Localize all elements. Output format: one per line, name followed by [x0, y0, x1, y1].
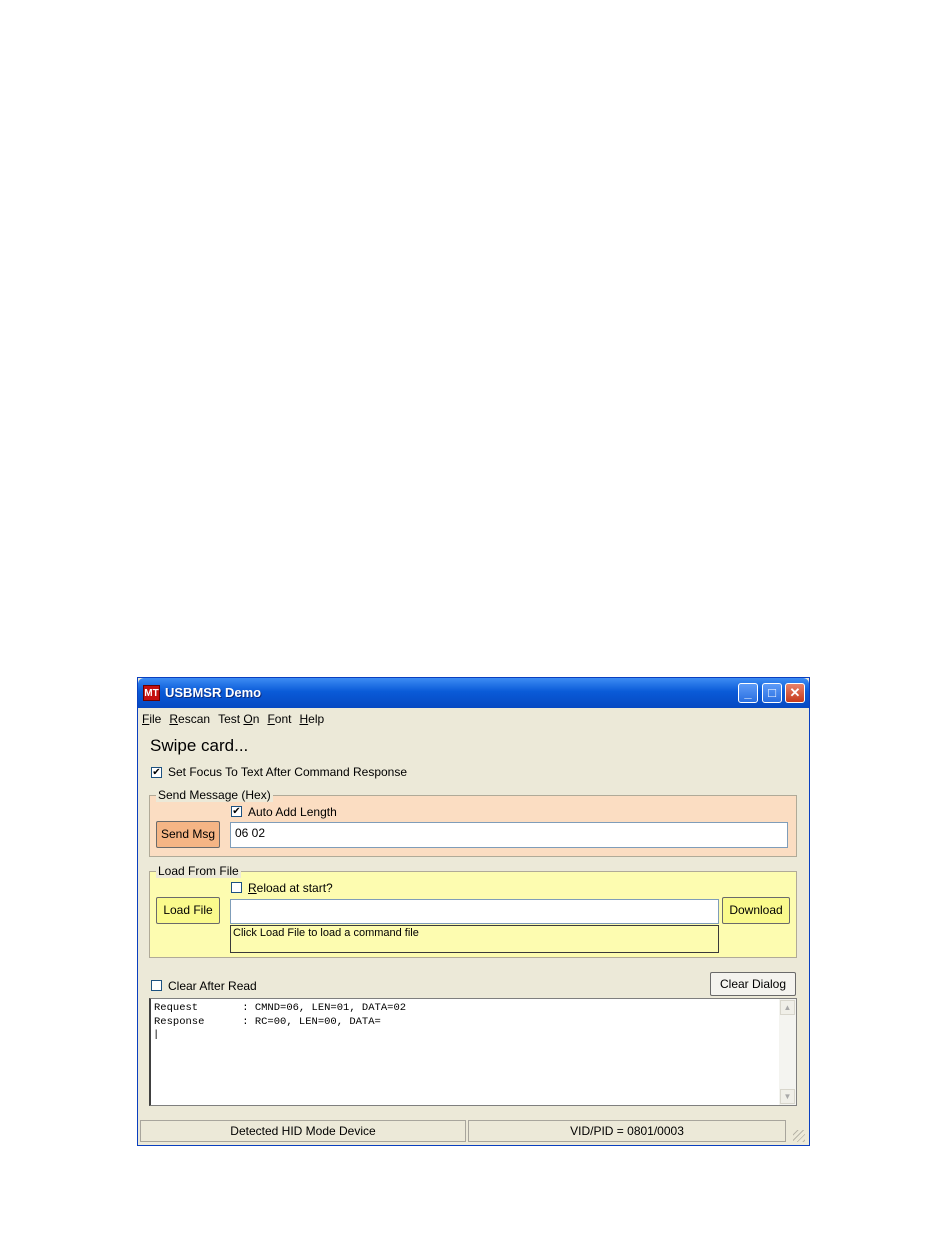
load-file-button[interactable]: Load File [156, 897, 220, 924]
status-bar [140, 1120, 807, 1144]
menu-bar [138, 709, 809, 729]
close-button[interactable] [785, 683, 805, 703]
menu-rescan[interactable]: Rescan [169, 712, 211, 726]
scroll-up-icon[interactable]: ▲ [780, 1000, 795, 1015]
download-button[interactable]: Download [722, 897, 790, 924]
load-file-hint: Click Load File to load a command file [230, 925, 719, 953]
text-caret: | [153, 1029, 160, 1041]
maximize-button[interactable] [762, 683, 782, 703]
menu-file[interactable]: File [142, 712, 162, 726]
clear-dialog-button[interactable]: Clear Dialog [710, 972, 796, 996]
response-log-textarea[interactable] [149, 998, 797, 1106]
log-lines [151, 1001, 406, 1041]
menu-font[interactable]: Font [267, 712, 292, 726]
reload-at-start-checkbox[interactable] [231, 882, 242, 893]
send-message-legend: Send Message (Hex) [158, 788, 271, 802]
window-title: USBMSR Demo [165, 685, 262, 700]
close-icon: ✕ [789, 685, 801, 700]
log-line-request: Request : CMND=06, LEN=01, DATA=02 [154, 1002, 407, 1014]
status-vid-pid: VID/PID = 0801/0003 [468, 1120, 786, 1142]
clear-after-read-label[interactable]: Clear After Read [168, 979, 257, 993]
menu-test-on[interactable]: Test On [218, 712, 260, 726]
auto-add-length-checkbox[interactable] [231, 806, 242, 817]
hex-message-input[interactable]: 06 02 [230, 822, 788, 848]
send-msg-button[interactable]: Send Msg [156, 821, 220, 848]
resize-grip-icon[interactable] [793, 1130, 805, 1142]
focus-checkbox-label[interactable]: Set Focus To Text After Command Response [168, 765, 408, 779]
status-device-mode: Detected HID Mode Device [140, 1120, 466, 1142]
load-from-file-legend: Load From File [158, 864, 239, 878]
scroll-down-icon[interactable]: ▼ [780, 1089, 795, 1104]
status-heading: Swipe card... [150, 736, 249, 755]
focus-checkbox[interactable] [151, 767, 162, 778]
file-path-input[interactable] [230, 899, 719, 924]
app-logo-icon: MT [143, 685, 160, 701]
checkmark-icon: ✔ [152, 767, 161, 778]
reload-at-start-label[interactable]: Reload at start? [248, 881, 333, 895]
checkmark-icon: ✔ [232, 806, 241, 817]
log-line-response: Response : RC=00, LEN=00, DATA= [154, 1016, 381, 1028]
minimize-button[interactable] [738, 683, 758, 703]
clear-after-read-checkbox[interactable] [151, 980, 162, 991]
title-bar[interactable] [138, 678, 809, 708]
app-window [137, 677, 810, 1146]
maximize-icon: □ [768, 685, 776, 700]
menu-help[interactable]: Help [299, 712, 325, 726]
minimize-icon: _ [744, 685, 752, 700]
log-scrollbar[interactable] [779, 999, 796, 1105]
auto-add-length-label[interactable]: Auto Add Length [248, 805, 337, 819]
